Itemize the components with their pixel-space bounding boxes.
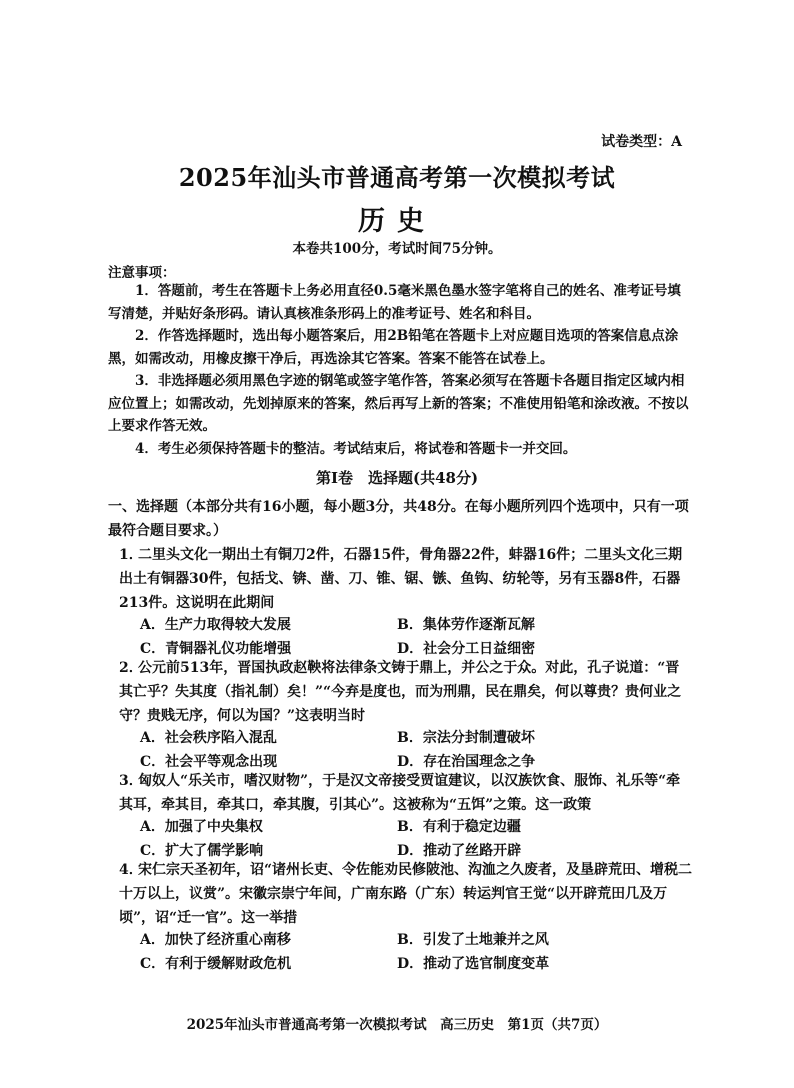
notice-item-4: 4．考生必须保持答题卡的整洁。考试结束后，将试卷和答题卡一并交回。 <box>135 441 577 457</box>
notice-heading: 注意事项： <box>108 265 176 281</box>
question-stem: 二里头文化一期出土有铜刀2件，石器15件，骨角器22件，蚌器16件；二里头文化三期出土有铜器30件，包括戈、锛、凿、刀、锥、锯、镞、鱼钩、纺轮等，另有玉器8件，石器213件。这说明在此期间 <box>119 547 683 611</box>
question-3-option-c[interactable]: C．扩大了儒学影响 <box>140 843 264 859</box>
question-1-option-d[interactable]: D．社会分工日益细密 <box>397 641 536 657</box>
question-2 <box>119 656 693 728</box>
question-4-option-c[interactable]: C．有利于缓解财政危机 <box>140 956 292 972</box>
question-4-option-a[interactable]: A．加快了经济重心南移 <box>140 932 291 948</box>
part-description: （本部分共有16小题，每小题3分，共48分。在每小题所列四个选项中，只有一项最符合题目要求。） <box>108 499 689 539</box>
question-2-option-b[interactable]: B．宗法分封制遭破坏 <box>397 730 535 746</box>
section-title: 第Ⅰ卷 选择题(共48分) <box>315 469 479 487</box>
question-4-option-b[interactable]: B．引发了土地兼并之风 <box>397 932 549 948</box>
question-1-option-a[interactable]: A．生产力取得较大发展 <box>140 617 291 633</box>
question-1 <box>119 543 693 615</box>
question-3-option-a[interactable]: A．加强了中央集权 <box>140 819 263 835</box>
subject-title: 历史 <box>358 206 436 237</box>
question-1-option-c[interactable]: C．青铜器礼仪功能增强 <box>140 641 292 657</box>
question-2-option-c[interactable]: C．社会平等观念出现 <box>140 754 278 770</box>
question-stem: 匈奴人“乐关市，嗜汉财物”，于是汉文帝接受贾谊建议，以汉族饮食、服饰、礼乐等“牵其耳，牵其目，牵其口，牵其腹，引其心”。这被称为“五饵”之策。这一政策 <box>119 773 681 813</box>
exam-title: 2025年汕头市普通高考第一次模拟考试 <box>178 163 616 192</box>
question-number: 1． <box>119 547 143 563</box>
question-number: 2． <box>119 660 143 676</box>
paper-type-label: 试卷类型：A <box>601 134 682 150</box>
question-number: 3． <box>119 773 143 789</box>
score-time-info: 本卷共100分，考试时间75分钟。 <box>292 241 502 257</box>
question-2-option-a[interactable]: A．社会秩序陷入混乱 <box>140 730 277 746</box>
question-3 <box>119 769 693 817</box>
question-3-option-b[interactable]: B．有利于稳定边疆 <box>397 819 521 835</box>
question-number: 4． <box>119 862 143 878</box>
question-stem: 宋仁宗天圣初年，诏“诸州长吏、令佐能劝民修陂池、沟洫之久废者，及垦辟荒田、增税二十万以上，议赏”。宋徽宗崇宁年间，广南东路（广东）转运判官王觉“以开辟荒田几及万顷”，诏“迁一官”。这一举措 <box>119 862 693 926</box>
question-2-option-d[interactable]: D．存在治国理念之争 <box>397 754 536 770</box>
question-4-option-d[interactable]: D．推动了选官制度变革 <box>397 956 550 972</box>
part-label: 一、选择题 <box>108 499 178 515</box>
question-3-option-d[interactable]: D．推动了丝路开辟 <box>397 843 522 859</box>
notice-item-1: 1．答题前，考生在答题卡上务必用直径0.5毫米黑色墨水签字笔将自己的姓名、准考证号填写清楚，并贴好条形码。请认真核准条形码上的准考证号、姓名和科目。 <box>108 283 681 322</box>
notice-item-2: 2．作答选择题时，选出每小题答案后，用2B铅笔在答题卡上对应题目选项的答案信息点涂黑，如需改动，用橡皮擦干净后，再选涂其它答案。答案不能答在试卷上。 <box>108 328 679 367</box>
notice-item-3: 3．非选择题必须用黑色字迹的钢笔或签字笔作答，答案必须写在答题卡各题目指定区域内相应位置上；如需改动，先划掉原来的答案，然后再写上新的答案；不准使用铅笔和涂改液。不按以上要求作答无效。 <box>108 373 689 435</box>
question-4 <box>119 858 693 930</box>
page-footer: 2025年汕头市普通高考第一次模拟考试 高三历史 第1页（共7页） <box>186 1017 608 1033</box>
question-1-option-b[interactable]: B．集体劳作逐渐瓦解 <box>397 617 535 633</box>
question-stem: 公元前513年，晋国执政赵鞅将法律条文铸于鼎上，并公之于众。对此，孔子说道：“晋其亡乎？失其度（指礼制）矣！”“今弃是度也，而为刑鼎，民在鼎矣，何以尊贵？贵何业之守？贵贱无序，何以为国？”这表明当时 <box>119 660 682 724</box>
